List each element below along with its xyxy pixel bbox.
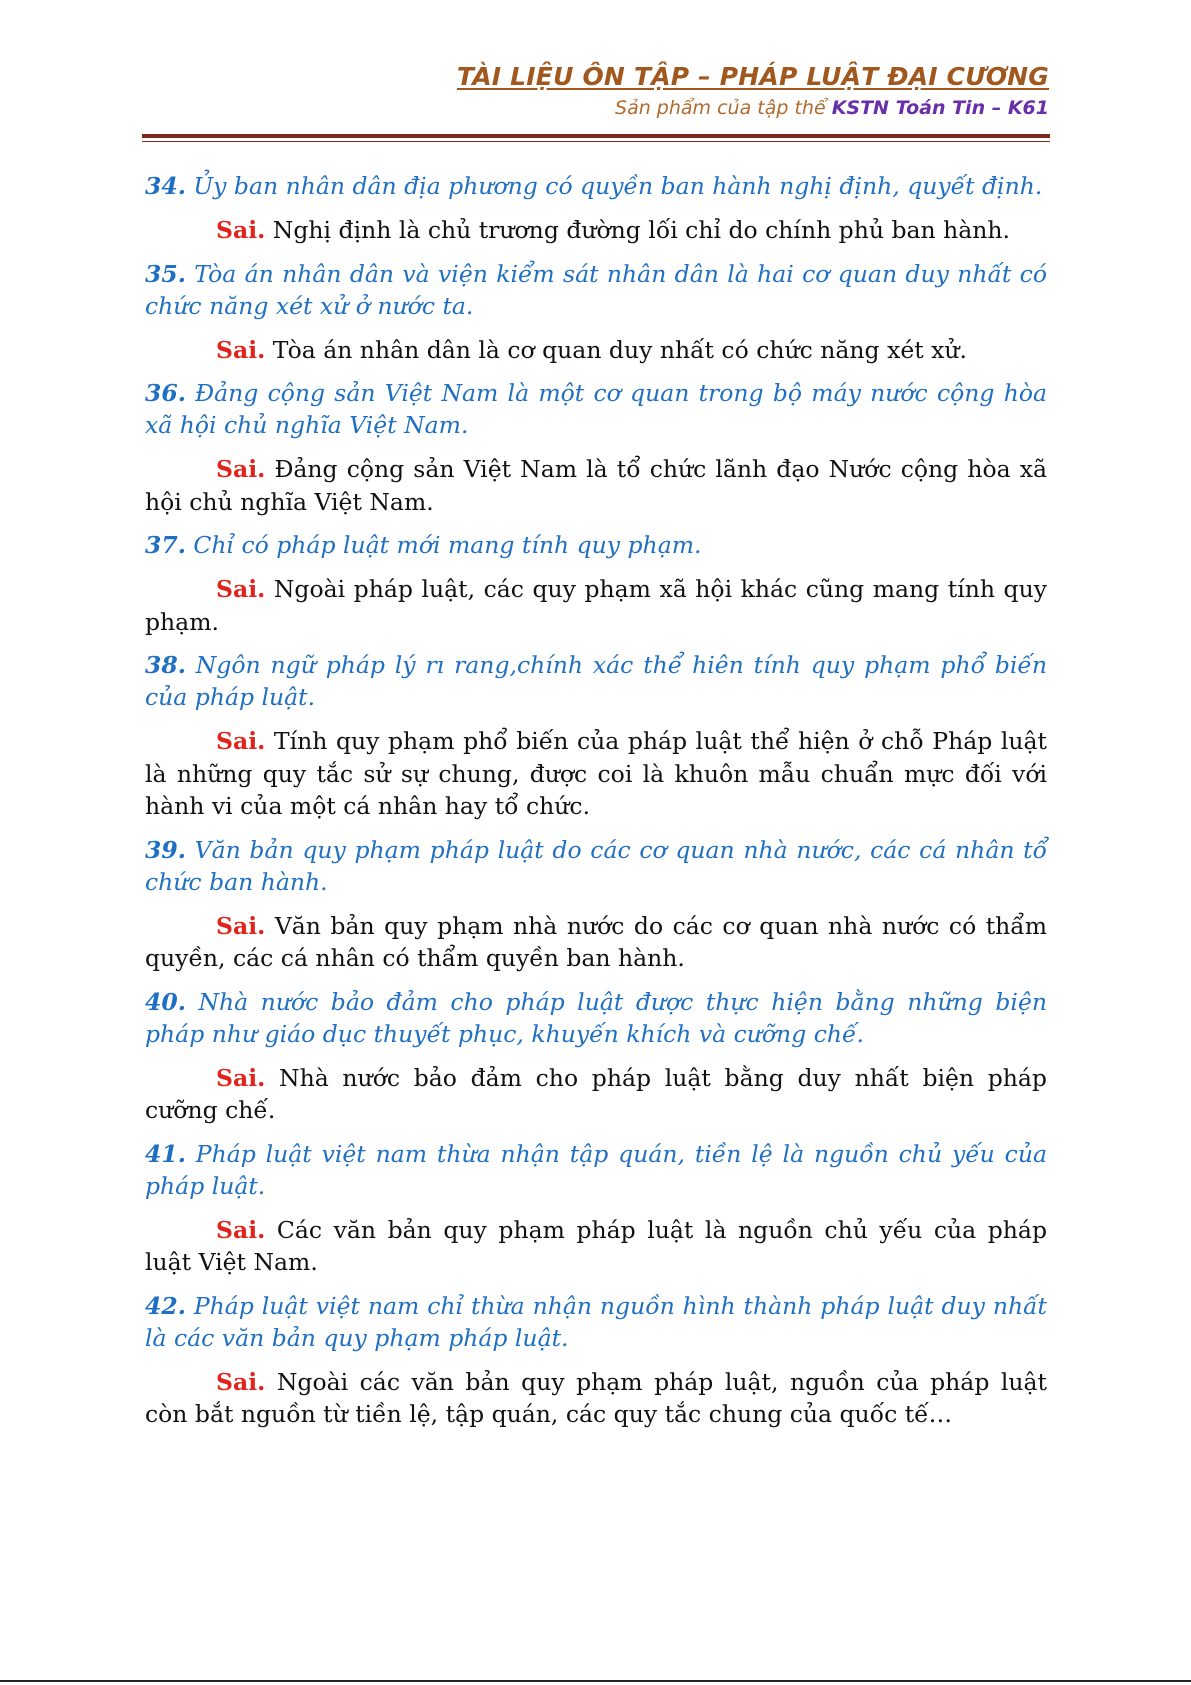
question-number: 39.	[145, 835, 186, 864]
question-text: Pháp luật việt nam chỉ thừa nhận nguồn hình thành pháp luật duy nhất là các văn bản quy phạm pháp luật.	[145, 1291, 1047, 1352]
verdict-label: Sai.	[216, 1063, 266, 1092]
qa-list	[145, 170, 1047, 1442]
header-divider-thick	[142, 134, 1050, 138]
question-38	[145, 649, 1047, 713]
question-text: Văn bản quy phạm pháp luật do các cơ quan nhà nước, các cá nhân tổ chức ban hành.	[145, 835, 1047, 896]
answer-text: Nhà nước bảo đảm cho pháp luật bằng duy nhất biện pháp cưỡng chế.	[145, 1063, 1047, 1124]
question-number: 35.	[145, 259, 186, 288]
question-34	[145, 170, 1047, 202]
question-text: Nhà nước bảo đảm cho pháp luật được thực hiện bằng những biện pháp như giáo dục thuyết phục, khuyến khích và cưỡng chế.	[145, 987, 1047, 1048]
answer-41	[145, 1214, 1047, 1279]
question-number: 42.	[145, 1291, 186, 1320]
answer-text: Các văn bản quy phạm pháp luật là nguồn chủ yếu của pháp luật Việt Nam.	[145, 1215, 1047, 1276]
question-37	[145, 529, 1047, 561]
question-35	[145, 258, 1047, 322]
question-41	[145, 1138, 1047, 1202]
question-40	[145, 986, 1047, 1050]
question-42	[145, 1290, 1047, 1354]
question-39	[145, 834, 1047, 898]
question-text: Chỉ có pháp luật mới mang tính quy phạm.	[193, 531, 702, 559]
answer-40	[145, 1062, 1047, 1127]
answer-text: Ngoài pháp luật, các quy phạm xã hội khác cũng mang tính quy phạm.	[145, 575, 1047, 636]
answer-text: Tính quy phạm phổ biến của pháp luật thể hiện ở chỗ Pháp luật là những quy tắc sử sự chung, được coi là khuôn mẫu chuẩn mực đối với hành vi của một cá nhân hay tổ chức.	[145, 727, 1047, 820]
question-number: 40.	[145, 987, 186, 1016]
question-36	[145, 377, 1047, 441]
answer-34	[145, 214, 1047, 247]
question-text: Tòa án nhân dân và viện kiểm sát nhân dân là hai cơ quan duy nhất có chức năng xét xử ở nước ta.	[145, 259, 1047, 320]
question-number: 38.	[145, 651, 186, 679]
subtitle-prefix: Sản phẩm của tập thể	[615, 97, 826, 119]
document-subtitle	[457, 97, 1049, 119]
document-title: TÀI LIỆU ÔN TẬP – PHÁP LUẬT ĐẠI CƯƠNG	[456, 62, 1049, 91]
verdict-label: Sai.	[216, 216, 266, 244]
verdict-label: Sai.	[216, 575, 266, 603]
answer-42	[145, 1366, 1047, 1431]
question-text: Ủy ban nhân dân địa phương có quyền ban hành nghị định, quyết định.	[193, 172, 1043, 200]
question-number: 36.	[145, 379, 186, 407]
question-text: Pháp luật việt nam thừa nhận tập quán, tiền lệ là nguồn chủ yếu của pháp luật.	[145, 1139, 1047, 1200]
verdict-label: Sai.	[216, 727, 266, 755]
answer-36	[145, 453, 1047, 518]
verdict-label: Sai.	[216, 455, 266, 483]
question-text: Ngôn ngữ pháp lý rı rang,chính xác thể hiên tính quy phạm phổ biến của pháp luật.	[145, 651, 1047, 711]
footer-divider	[0, 1680, 1191, 1682]
header-divider-thin	[142, 141, 1050, 142]
answer-text: Văn bản quy phạm nhà nước do các cơ quan nhà nước có thẩm quyền, các cá nhân có thẩm quyền ban hành.	[145, 911, 1047, 972]
verdict-label: Sai.	[216, 1215, 266, 1244]
answer-37	[145, 573, 1047, 638]
question-number: 34.	[145, 172, 186, 200]
verdict-label: Sai.	[216, 1367, 266, 1396]
answer-35	[145, 334, 1047, 367]
verdict-label: Sai.	[216, 335, 266, 364]
answer-text: Tòa án nhân dân là cơ quan duy nhất có chức năng xét xử.	[272, 335, 967, 364]
page-header	[457, 62, 1049, 119]
verdict-label: Sai.	[216, 911, 266, 940]
answer-text: Ngoài các văn bản quy phạm pháp luật, nguồn của pháp luật còn bắt nguồn từ tiền lệ, tập quán, các quy tắc chung của quốc tế…	[145, 1367, 1047, 1428]
subtitle-team: KSTN Toán Tin – K61	[831, 97, 1049, 119]
answer-text: Đảng cộng sản Việt Nam là tổ chức lãnh đạo Nước cộng hòa xã hội chủ nghĩa Việt Nam.	[145, 455, 1047, 516]
answer-39	[145, 910, 1047, 975]
question-number: 37.	[145, 531, 186, 559]
answer-38	[145, 725, 1047, 823]
answer-text: Nghị định là chủ trương đường lối chỉ do chính phủ ban hành.	[272, 216, 1011, 244]
question-number: 41.	[145, 1139, 186, 1168]
question-text: Đảng cộng sản Việt Nam là một cơ quan trong bộ máy nước cộng hòa xã hội chủ nghĩa Việt Nam.	[145, 379, 1047, 439]
